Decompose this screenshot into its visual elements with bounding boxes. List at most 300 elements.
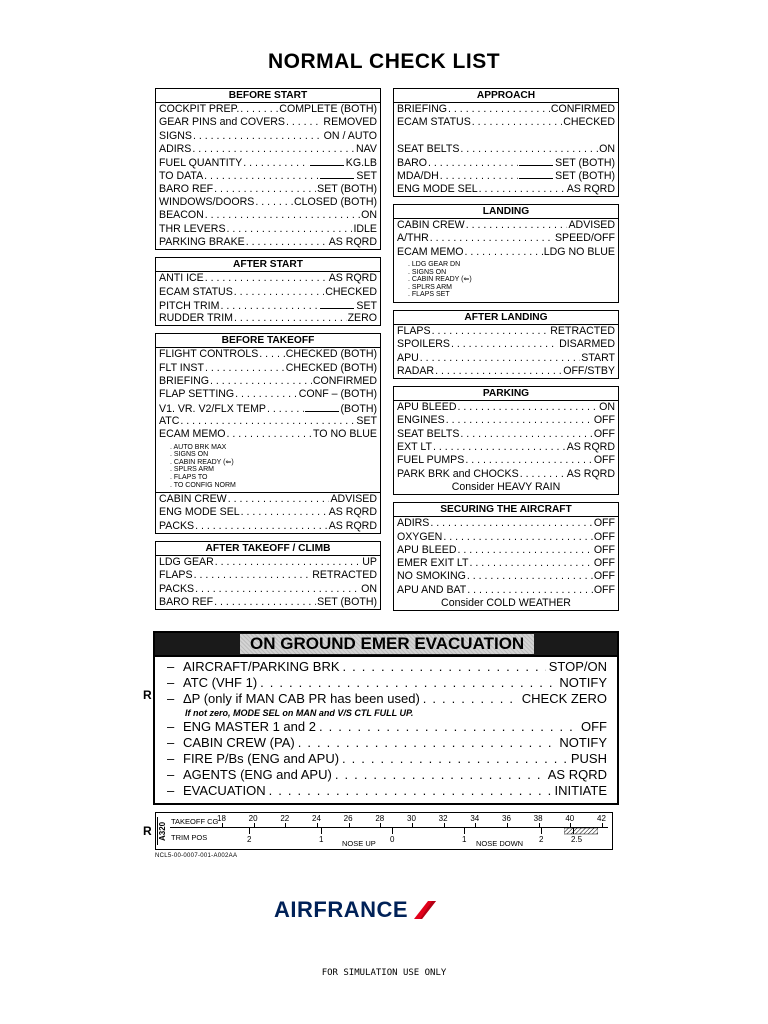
checklist-row [394, 232, 618, 245]
checklist-item: RADAR [397, 364, 435, 377]
checklist-item: FLT INST [159, 361, 204, 374]
scale-divider [170, 827, 608, 828]
leader-dots [246, 236, 328, 249]
checklist-item: EXT LT [397, 441, 432, 454]
trim-tick-label: 2 [539, 835, 544, 844]
emergency-item: CABIN CREW (PA) [183, 735, 295, 750]
checklist-value [330, 493, 377, 506]
emergency-item: ΔP (only if MAN CAB PR has been used) [183, 691, 420, 706]
securing-note: Consider COLD WEATHER [441, 596, 571, 609]
checklist-item: SEAT BELTS [397, 427, 460, 440]
checklist-row [156, 116, 380, 129]
checklist-value-text: NAV [356, 142, 377, 155]
checklist-row [156, 375, 380, 388]
securing-list [394, 517, 618, 597]
leader-dots [423, 691, 519, 707]
memo-item: . CABIN READY (⇐) [408, 276, 618, 284]
emergency-item: AGENTS (ENG and APU) [183, 767, 332, 782]
checklist-value [559, 338, 615, 351]
checklist-value-text: AS RQRD [566, 441, 615, 454]
landing-list [394, 219, 618, 259]
checklist-row [394, 246, 618, 259]
checklist-value-text: SET (BOTH) [555, 157, 615, 170]
section-title: AFTER START [156, 258, 380, 272]
checklist-item: EMER EXIT LT [397, 557, 469, 570]
trim-tick-mark [392, 828, 393, 834]
leader-dots [479, 183, 566, 196]
checklist-value [356, 143, 377, 156]
dash: – [167, 783, 175, 798]
checklist-value [362, 556, 377, 569]
leader-dots [520, 468, 566, 481]
checklist-item: APU [397, 351, 419, 364]
emergency-value: STOP/ON [548, 659, 607, 674]
checklist-row [394, 531, 618, 544]
leader-dots [432, 325, 550, 338]
checklist-row [394, 414, 618, 427]
checklist-item: APU AND BAT [397, 583, 467, 596]
checklist-item: FLAPS [397, 324, 431, 337]
checklist-item: ANTI ICE [159, 272, 204, 285]
checklist-row [156, 196, 380, 209]
memo-item: . FLAPS TO [170, 474, 380, 482]
memo-item: . FLAPS SET [408, 291, 618, 299]
checklist-item: SIGNS [159, 129, 192, 142]
checklist-value [551, 103, 615, 116]
spacer [394, 130, 618, 143]
memo-item: . SPLRS ARM [170, 466, 380, 474]
approach-list-2 [394, 143, 618, 196]
checklist-value [353, 223, 377, 236]
checklist-value [594, 531, 615, 544]
checklist-value-text: OFF [593, 454, 615, 467]
leader-dots [227, 223, 353, 236]
emergency-row [155, 767, 617, 783]
checklist-value-text: AS RQRD [328, 519, 377, 532]
leader-dots [467, 584, 593, 597]
checklist-item: APU BLEED [397, 543, 457, 556]
checklist-item: A/THR [397, 232, 429, 245]
checklist-row [156, 569, 380, 582]
checklist-value [317, 596, 377, 609]
securing-section [393, 502, 619, 611]
leader-dots [228, 493, 330, 506]
leader-dots [235, 388, 298, 401]
trim-tick-mark [464, 828, 465, 834]
before-takeoff-list [156, 348, 380, 441]
leader-dots [220, 300, 319, 312]
checklist-value-text: CLOSED (BOTH) [294, 196, 377, 209]
emergency-item: EVACUATION [183, 783, 266, 798]
checklist-value [550, 325, 615, 338]
checklist-value [563, 116, 615, 129]
checklist-item: RUDDER TRIM [159, 312, 233, 325]
leader-dots [467, 570, 593, 583]
emergency-value: CHECK ZERO [521, 691, 607, 706]
leader-dots [343, 659, 546, 675]
before-takeoff-list-2 [156, 492, 380, 533]
leader-dots [465, 454, 593, 467]
emergency-item: ATC (VHF 1) [183, 675, 258, 690]
emergency-row [155, 691, 617, 707]
checklist-value [348, 312, 377, 325]
checklist-row [394, 156, 618, 169]
checklist-item: BARO REF [159, 182, 214, 195]
checklist-value [361, 583, 377, 596]
checklist-row [394, 183, 618, 196]
checklist-value [594, 570, 615, 583]
checklist-item: LDG GEAR [159, 555, 214, 568]
checklist-item: FUEL PUMPS [397, 454, 465, 467]
dash: – [167, 719, 175, 734]
checklist-value [594, 584, 615, 597]
checklist-value [286, 348, 377, 361]
checklist-row [156, 209, 380, 222]
checklist-value-text: OFF/STBY [563, 364, 615, 377]
leader-dots [259, 348, 284, 361]
checklist-row [394, 544, 618, 557]
emergency-item: AIRCRAFT/PARKING BRK [183, 659, 340, 674]
revision-mark: R [143, 688, 152, 702]
cg-tick-mark [254, 823, 255, 828]
checklist-value-text: DISARMED [559, 338, 615, 351]
dash: – [167, 751, 175, 766]
checklist-row [394, 338, 618, 351]
leader-dots [440, 170, 518, 182]
checklist-row [156, 183, 380, 196]
checklist-row [156, 312, 380, 325]
leader-dots [214, 183, 316, 196]
emergency-value: PUSH [570, 751, 607, 766]
checklist-value [519, 156, 615, 169]
checklist-row [156, 286, 380, 299]
checklist-item: THR LEVERS [159, 222, 226, 235]
trim-tick-label: 1 [462, 835, 467, 844]
checklist-row [156, 299, 380, 312]
checklist-row [156, 506, 380, 519]
checklist-value [279, 103, 377, 116]
emergency-row [155, 675, 617, 691]
checklist-value [325, 286, 377, 299]
leader-dots [194, 569, 312, 582]
checklist-value [305, 402, 377, 415]
leader-dots [193, 130, 323, 143]
checklist-value [329, 272, 377, 285]
cg-tick-mark [222, 823, 223, 828]
checklist-value-text: AS RQRD [566, 182, 615, 195]
checklist-item: COCKPIT PREP. [159, 103, 240, 115]
leader-dots [460, 428, 592, 441]
checklist-item: V1. VR. V2/FLX TEMP [159, 402, 266, 415]
checklist-item: PACKS [159, 519, 195, 532]
checklist-value-text: IDLE [353, 222, 377, 235]
checklist-row [394, 116, 618, 129]
cg-tick-label: 36 [502, 814, 511, 823]
checklist-row [156, 348, 380, 361]
checklist-row [394, 557, 618, 570]
checklist-value [313, 428, 377, 441]
cg-tick-label: 34 [470, 814, 480, 823]
emergency-value: NOTIFY [559, 735, 607, 750]
checklist-value-text: SET [356, 170, 377, 183]
checklist-row [156, 596, 380, 609]
checklist-value-text: ON [361, 209, 377, 222]
leader-dots [319, 719, 578, 735]
memo-item: . LDG GEAR DN [408, 261, 618, 269]
landing-section [393, 204, 619, 303]
dash: – [167, 691, 175, 706]
emergency-item: ENG MASTER 1 and 2 [183, 719, 316, 734]
leader-dots [460, 143, 598, 156]
checklist-value [320, 169, 377, 182]
leader-dots [466, 219, 568, 232]
checklist-row [394, 401, 618, 414]
leader-dots [215, 556, 362, 569]
checklist-value [594, 428, 615, 441]
checklist-value-text: START [581, 351, 615, 364]
leader-dots [472, 116, 562, 129]
leader-dots [241, 506, 328, 519]
leader-dots [435, 365, 562, 378]
checklist-row [156, 103, 380, 116]
cg-tick-label: 30 [407, 814, 416, 823]
memo-item: . SIGNS ON [170, 451, 380, 459]
leader-dots [240, 103, 278, 116]
after-takeoff-section [155, 541, 381, 610]
revision-mark-scale: R [143, 824, 152, 838]
checklist-value [594, 414, 615, 427]
checklist-row [156, 388, 380, 401]
checklist-item: FLAP SETTING [159, 388, 235, 401]
checklist-row [156, 556, 380, 569]
checklist-item: ENG MODE SEL [159, 506, 240, 519]
dash: – [167, 767, 175, 782]
leader-dots [269, 783, 552, 799]
approach-list [394, 103, 618, 130]
checklist-row [156, 492, 380, 506]
left-column [155, 88, 381, 617]
trim-tick-mark [541, 828, 542, 834]
emergency-note: If not zero, MODE SEL on MAN and V/S CTL FULL UP. [185, 708, 414, 718]
leader-dots [448, 103, 550, 116]
cg-tick-mark [317, 823, 318, 828]
leader-dots [433, 441, 566, 454]
memo-items [394, 261, 618, 299]
checklist-item: PITCH TRIM [159, 299, 220, 312]
checklist-row [394, 103, 618, 116]
checklist-item: ATC [159, 414, 180, 427]
before-start-list [156, 103, 380, 249]
checklist-value-text: SPEED/OFF [554, 232, 615, 245]
checklist-row [394, 441, 618, 454]
checklist-value-text: ZERO [347, 312, 377, 325]
after-landing-list [394, 325, 618, 378]
checklist-item: BRIEFING [159, 375, 210, 388]
checklist-row [156, 130, 380, 143]
checklist-value-text: COMPLETE (BOTH) [279, 103, 377, 115]
leader-dots [342, 751, 568, 767]
checklist-value [323, 116, 377, 129]
emergency-value: AS RQRD [547, 767, 607, 782]
checklist-item: SPOILERS [397, 338, 450, 351]
memo-item: . TO CONFIG NORM [170, 482, 380, 490]
parking-section [393, 386, 619, 495]
checklist-row [156, 236, 380, 249]
checklist-item: PARKING BRAKE [159, 235, 245, 248]
checklist-value [581, 352, 615, 365]
memo-item: . AUTO BRK MAX [170, 444, 380, 452]
checklist-value-text: CHECKED [563, 116, 615, 129]
checklist-item: WINDOWS/DOORS [159, 196, 255, 209]
checklist-item: ADIRS [159, 142, 192, 155]
emergency-row [155, 751, 617, 767]
cg-tick-label: 42 [597, 814, 606, 823]
section-title: SECURING THE AIRCRAFT [394, 503, 618, 517]
cg-tick-label: 18 [217, 814, 226, 823]
leader-dots [180, 415, 355, 428]
checklist-item: ECAM STATUS [159, 285, 233, 298]
before-takeoff-section [155, 333, 381, 534]
checklist-value-text: ON [361, 582, 377, 595]
leader-dots [260, 675, 556, 691]
cg-tick-label: 26 [343, 814, 353, 823]
cg-tick-mark [539, 823, 540, 828]
checklist-value-text: ON / AUTO [323, 129, 377, 142]
checklist-row [394, 352, 618, 365]
checklist-value [317, 183, 377, 196]
checklist-value-text: SET (BOTH) [317, 182, 377, 195]
after-takeoff-list [156, 556, 380, 609]
leader-dots [446, 414, 593, 427]
checklist-value-text: CONFIRMED [550, 103, 615, 115]
parking-list [394, 401, 618, 481]
checklist-item: BEACON [159, 209, 204, 222]
leader-dots [443, 531, 592, 544]
checklist-value-text: AS RQRD [328, 272, 377, 285]
checklist-item: BARO [397, 157, 428, 170]
trim-tick-label: 0 [390, 835, 395, 844]
trim-tick-label: 2.5 [571, 835, 583, 844]
leader-dots [267, 403, 304, 415]
checklist-row [156, 272, 380, 285]
checklist-item: ENGINES [397, 414, 445, 427]
checklist-item: FUEL QUANTITY [159, 157, 243, 170]
section-title: APPROACH [394, 89, 618, 103]
checklist-item: CABIN CREW [397, 219, 465, 232]
memo-item: . CABIN READY (⇐) [170, 459, 380, 467]
leader-dots [420, 352, 580, 365]
takeoff-memo-list [156, 442, 380, 493]
checklist-row [394, 143, 618, 156]
checklist-value-text: CONF – (BOTH) [298, 388, 377, 401]
leader-dots [430, 232, 554, 245]
emergency-list [155, 657, 617, 799]
checklist-value-text: RETRACTED [550, 324, 615, 337]
leader-dots [205, 362, 285, 375]
checklist-value-text: OFF [593, 583, 615, 596]
fill-in-blank [310, 156, 344, 166]
emergency-item: FIRE P/Bs (ENG and APU) [183, 751, 340, 766]
checklist-value-text: UP [362, 555, 377, 568]
checklist-row [156, 402, 380, 415]
approach-section [393, 88, 619, 197]
trim-tick-label: 1 [319, 835, 324, 844]
cg-tick-label: 28 [375, 814, 385, 823]
leader-dots [192, 143, 355, 156]
memo-items [156, 444, 380, 490]
trim-pos-label: TRIM POS [171, 833, 208, 842]
checklist-value [594, 557, 615, 570]
checklist-value-text: ADVISED [330, 493, 377, 506]
checklist-value [567, 468, 615, 481]
checklist-row [394, 570, 618, 583]
checklist-value-text: OFF [593, 530, 615, 543]
logo-stripe-icon [412, 899, 438, 921]
memo-item: . SPLRS ARM [408, 284, 618, 292]
emergency-row [155, 659, 617, 675]
checklist-value-text: CHECKED (BOTH) [285, 361, 377, 374]
checklist-value-text: CHECKED [325, 285, 377, 298]
checklist-item: ECAM MEMO [397, 245, 464, 258]
checklist-item: PARK BRK and CHOCKS [397, 467, 519, 480]
leader-dots [243, 157, 309, 169]
section-title: BEFORE START [156, 89, 380, 103]
cg-tick-mark [349, 823, 350, 828]
checklist-value [544, 246, 615, 259]
leader-dots [465, 246, 543, 259]
leader-dots [195, 520, 328, 533]
checklist-item: OXYGEN [397, 530, 443, 543]
leader-dots [255, 196, 293, 209]
checklist-value [519, 169, 615, 182]
checklist-item: BARO REF [159, 595, 214, 608]
dash: – [167, 659, 175, 674]
cg-tick-label: 24 [312, 814, 321, 823]
checklist-value-text: OFF [593, 557, 615, 570]
landing-memo-list [394, 259, 618, 302]
checklist-row [394, 468, 618, 481]
checklist-value [299, 388, 377, 401]
cg-tick-label: 38 [533, 814, 543, 823]
leader-dots [430, 517, 592, 530]
leader-dots [204, 170, 319, 182]
airfrance-logo [274, 897, 438, 923]
checklist-row [156, 362, 380, 375]
nose-down-label: NOSE DOWN [476, 839, 524, 848]
fill-in-blank [519, 156, 553, 166]
checklist-value [599, 143, 615, 156]
checklist-row [394, 219, 618, 232]
checklist-value [310, 156, 377, 169]
before-start-section [155, 88, 381, 250]
leader-dots [214, 596, 316, 609]
checklist-value-text: AS RQRD [328, 506, 377, 519]
checklist-value-text: OFF [593, 414, 615, 427]
checklist-item: ECAM MEMO [159, 428, 226, 441]
checklist-value [356, 415, 377, 428]
checklist-value-text: REMOVED [323, 116, 377, 129]
cg-tick-mark [412, 823, 413, 828]
fill-in-blank [305, 402, 339, 412]
emergency-row [155, 719, 617, 735]
trim-tick-label: 2 [247, 835, 252, 844]
checklist-item: APU BLEED [397, 401, 457, 414]
section-title: BEFORE TAKEOFF [156, 334, 380, 348]
checklist-value-text: OFF [593, 543, 615, 556]
leader-dots [286, 116, 322, 129]
trim-tick-mark [249, 828, 250, 834]
checklist-value [329, 236, 377, 249]
